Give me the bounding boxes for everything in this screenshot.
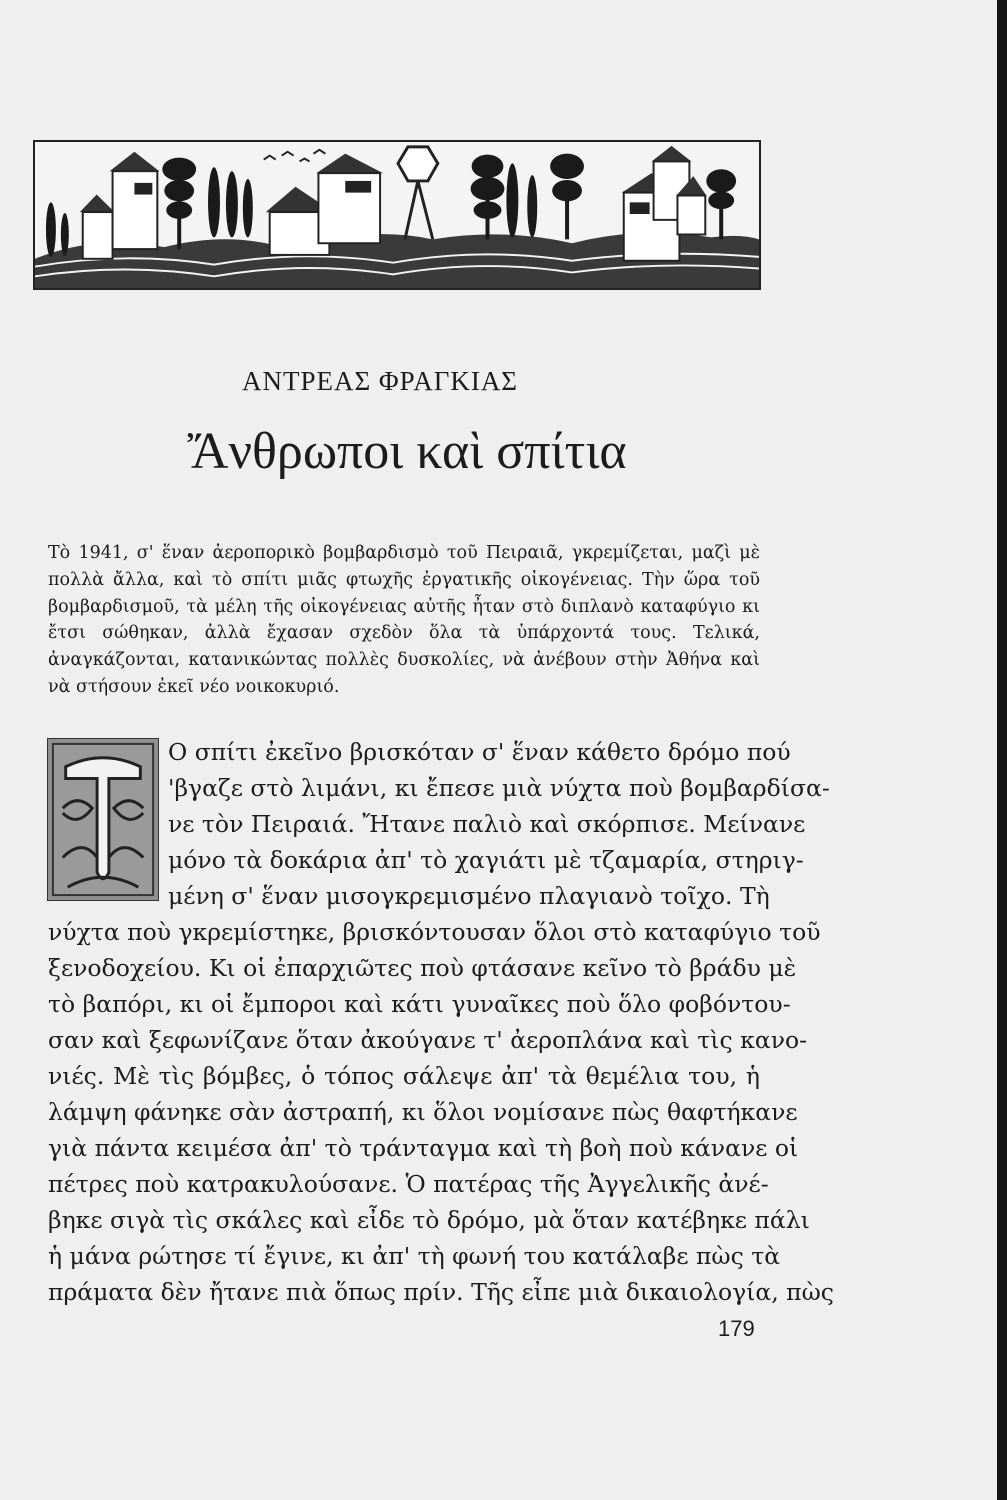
header-vignette-illustration — [33, 140, 761, 290]
body-text-line: μένη σ' ἕναν μισογκρεμισμένο πλαγιανὸ τοῖχο. Τὴ — [168, 882, 770, 910]
body-text-line: σαν καὶ ξεφωνίζανε ὅταν ἀκούγανε τ' ἀεροπλάνα καὶ τὶς κανο- — [48, 1026, 808, 1054]
body-text-line: Ο σπίτι ἐκεῖνο βρισκόταν σ' ἕναν κάθετο δρόμο πού — [168, 738, 791, 766]
body-text-line: νιές. Μὲ τὶς βόμβες, ὁ τόπος σάλεψε ἀπ' τὰ θεμέλια του, ἡ — [48, 1062, 760, 1090]
body-text-line: πράματα δὲν ἤτανε πιὰ ὅπως πρίν. Τῆς εἶπε μιὰ δικαιολογία, πὼς — [48, 1278, 834, 1306]
body-text-line: ξενοδοχείου. Κι οἱ ἐπαρχιῶτες ποὺ φτάσανε κεῖνο τὸ βράδυ μὲ — [48, 954, 797, 982]
body-text-line: νε τὸν Πειραιά. Ἤτανε παλιὸ καὶ σκόρπισε. Μείνανε — [168, 810, 806, 838]
body-text-line: τὸ βαπόρι, κι οἱ ἔμποροι καὶ κάτι γυναῖκες ποὺ ὅλο φοβόντου- — [48, 990, 791, 1018]
body-text-line: πέτρες ποὺ κατρακυλούσανε. Ὁ πατέρας τῆς Ἀγγελικῆς ἀνέ- — [48, 1170, 769, 1198]
page-edge — [997, 0, 1007, 1500]
body-text-line: ἡ μάνα ρώτησε τί ἔγινε, κι ἀπ' τὴ φωνή του κατάλαβε πὼς τὰ — [48, 1242, 781, 1270]
body-text-line: γιὰ πάντα κειμέσα ἀπ' τὸ τράνταγμα καὶ τὴ βοὴ ποὺ κάνανε οἱ — [48, 1134, 799, 1162]
body-text-line: νύχτα ποὺ γκρεμίστηκε, βρισκόντουσαν ὅλοι στὸ καταφύγιο τοῦ — [48, 918, 821, 946]
author-name: ΑΝΤΡΕΑΣ ΦΡΑΓΚΙΑΣ — [241, 366, 519, 396]
abstract-paragraph: Τὸ 1941, σ' ἕναν ἀεροπορικὸ βομβαρδισμὸ τοῦ Πειραιᾶ, γκρεμίζεται, μαζὶ μὲ πολλὰ ἄλλα, καὶ τὸ σπίτι μιᾶς φτωχῆς ἐργατικῆς οἰκογένειας. Τὴν ὥρα τοῦ βομβαρδισμοῦ, τὰ μέλη τῆς οἰκογένειας αὐτῆς ἦταν στὸ διπλανὸ καταφύγιο κι ἔτσι σώθηκαν, ἀλλὰ ἔχασαν σχεδὸν ὅλα τὰ ὑπάρχοντά τους. Τελικά, ἀναγκάζονται, κατανικώντας πολλὲς δυσκολίες, νὰ ἀνέβουν στὴν Ἀθήνα καὶ νὰ στήσουν ἐκεῖ νέο νοικοκυριό. — [48, 543, 760, 697]
body-text-line: λάμψη φάνηκε σὰν ἀστραπή, κι ὅλοι νομίσανε πὼς θαφτήκανε — [48, 1098, 798, 1126]
body-text-line: μόνο τὰ δοκάρια ἀπ' τὸ χαγιάτι μὲ τζαμαρία, στηριγ- — [168, 846, 804, 874]
page-number: 179 — [718, 1316, 755, 1341]
page-title: Ἄνθρωποι καὶ σπίτια — [187, 423, 627, 480]
ornamental-dropcap-illustration — [47, 738, 159, 901]
body-text-line: βηκε σιγὰ τὶς σκάλες καὶ εἶδε τὸ δρόμο, μὰ ὅταν κατέβηκε πάλι — [48, 1206, 810, 1234]
body-text-line: 'βγαζε στὸ λιμάνι, κι ἔπεσε μιὰ νύχτα ποὺ βομβαρδίσα- — [168, 774, 830, 802]
